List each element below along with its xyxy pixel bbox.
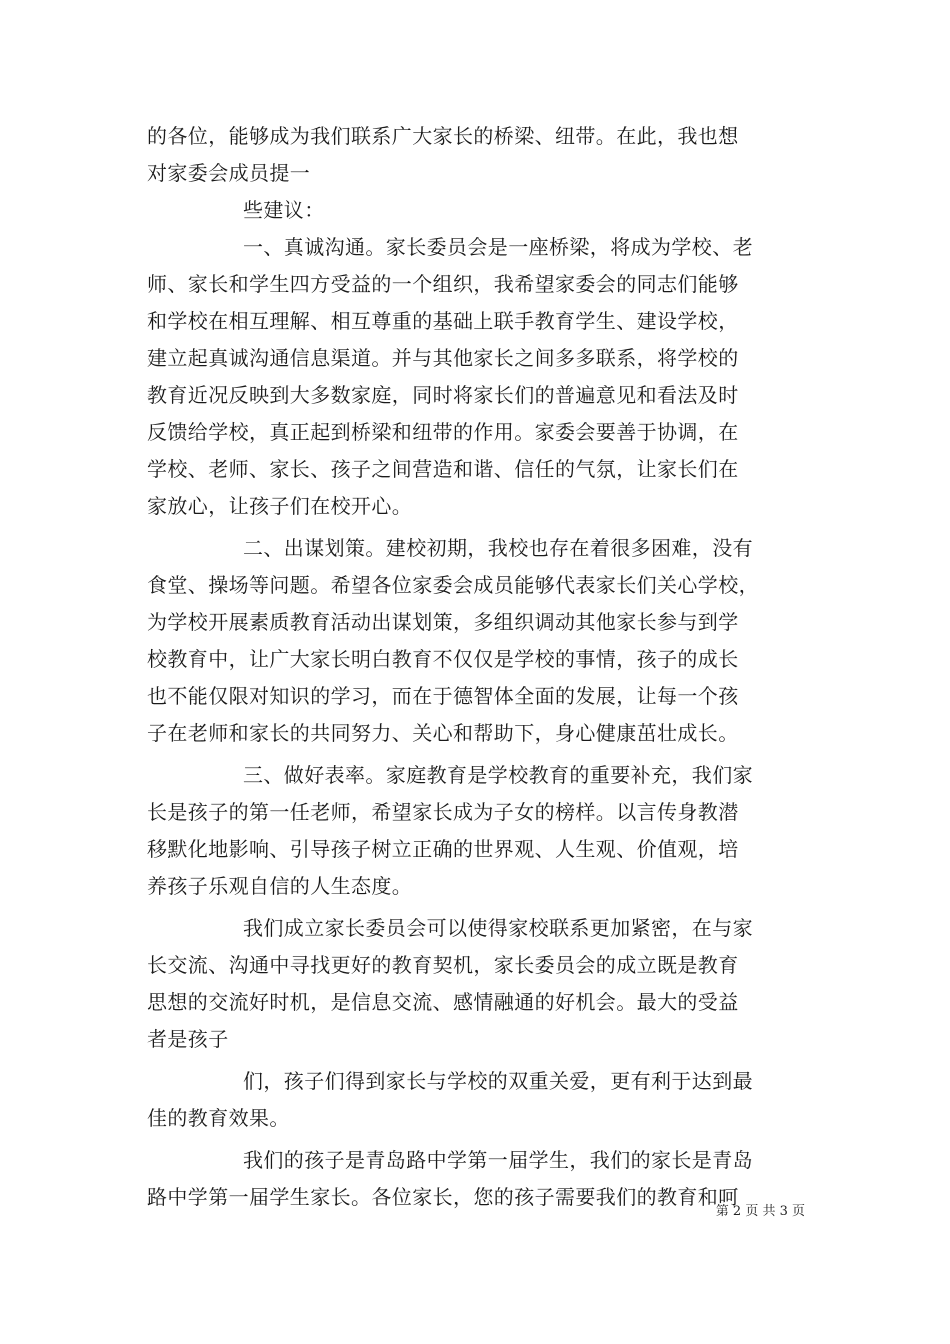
text-line: 校教育中，让广大家长明白教育不仅仅是学校的事情，孩子的成长 (147, 647, 739, 671)
text-line: 师、家长和学生四方受益的一个组织，我希望家委会的同志们能够 (147, 272, 739, 296)
text-line: 家放心，让孩子们在校开心。 (147, 494, 413, 518)
paragraph-start: 们，孩子们得到家长与学校的双重关爱，更有利于达到最 (243, 1069, 753, 1093)
text-line: 食堂、操场等问题。希望各位家委会成员能够代表家长们关心学校， (147, 573, 759, 597)
text-line: 子在老师和家长的共同努力、关心和帮助下，身心健康茁壮成长。 (147, 721, 739, 745)
text-line: 教育近况反映到大多数家庭，同时将家长们的普遍意见和看法及时 (147, 383, 739, 407)
text-line: 长是孩子的第一任老师，希望家长成为子女的榜样。以言传身教潜 (147, 800, 739, 824)
paragraph-start: 三、做好表率。家庭教育是学校教育的重要补充，我们家 (243, 763, 753, 787)
page-number-footer: 第 2 页 共 3 页 (715, 1204, 805, 1219)
text-line: 对家委会成员提一 (147, 161, 311, 185)
paragraph-start: 一、真诚沟通。家长委员会是一座桥梁，将成为学校、老 (243, 235, 753, 259)
text-line: 为学校开展素质教育活动出谋划策，多组织调动其他家长参与到学 (147, 610, 739, 634)
text-line: 也不能仅限对知识的学习，而在于德智体全面的发展，让每一个孩 (147, 684, 739, 708)
text-line: 路中学第一届学生家长。各位家长，您的孩子需要我们的教育和呵 (147, 1185, 739, 1209)
paragraph-start: 二、出谋划策。建校初期，我校也存在着很多困难，没有 (243, 536, 753, 560)
text-line: 思想的交流好时机，是信息交流、感情融通的好机会。最大的受益 (147, 990, 739, 1014)
text-line: 建立起真诚沟通信息渠道。并与其他家长之间多多联系，将学校的 (147, 346, 739, 370)
text-line: 的各位，能够成为我们联系广大家长的桥梁、纽带。在此，我也想 (147, 124, 739, 148)
text-line: 和学校在相互理解、相互尊重的基础上联手教育学生、建设学校， (147, 309, 739, 333)
text-line: 者是孩子 (147, 1027, 229, 1051)
text-line: 养孩子乐观自信的人生态度。 (147, 874, 413, 898)
text-line: 移默化地影响、引导孩子树立正确的世界观、人生观、价值观，培 (147, 837, 739, 861)
body-text (147, 118, 807, 1216)
paragraph-start: 我们的孩子是青岛路中学第一届学生，我们的家长是青岛 (243, 1148, 753, 1172)
text-line: 反馈给学校，真正起到桥梁和纽带的作用。家委会要善于协调，在 (147, 420, 739, 444)
text-line: 些建议： (243, 198, 325, 222)
text-line: 学校、老师、家长、孩子之间营造和谐、信任的气氛，让家长们在 (147, 457, 739, 481)
text-line: 佳的教育效果。 (147, 1106, 290, 1130)
paragraph-start: 我们成立家长委员会可以使得家校联系更加紧密，在与家 (243, 916, 753, 940)
text-line: 长交流、沟通中寻找更好的教育契机，家长委员会的成立既是教育 (147, 953, 739, 977)
